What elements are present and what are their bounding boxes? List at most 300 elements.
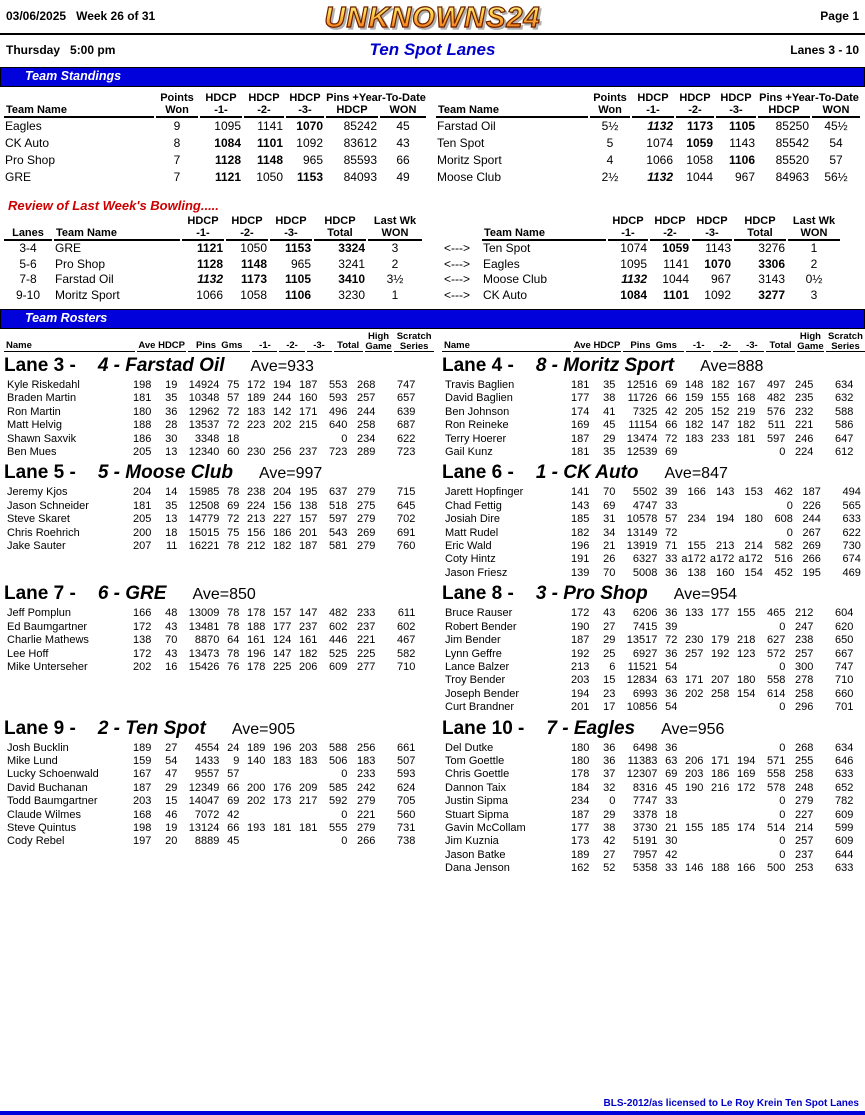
cell: GRE (55, 241, 82, 255)
cell: 494 (842, 486, 861, 499)
cell: 965 (302, 153, 323, 167)
cell: 233 (357, 768, 376, 781)
cell: 462 (774, 486, 793, 499)
cell: 245 (795, 379, 814, 391)
player-row (442, 486, 862, 499)
cell: 160 (299, 392, 318, 405)
cell: 5191 (632, 835, 658, 848)
cell: 157 (273, 607, 292, 620)
cell: 1128 (214, 153, 241, 167)
cell: 37 (603, 768, 616, 781)
cell: 216 (711, 781, 730, 794)
cell: 202 (273, 419, 292, 432)
cell: Joseph Bender (445, 687, 519, 700)
player-row (4, 540, 416, 553)
cell: 226 (802, 499, 821, 512)
cell: 3410 (338, 272, 365, 286)
cell: 3241 (338, 256, 365, 271)
player-row (442, 540, 862, 553)
cell: 11154 (628, 419, 658, 432)
player-row (442, 688, 854, 701)
player-row (4, 648, 416, 661)
team-header (442, 462, 865, 485)
cell: 967 (710, 272, 731, 286)
cell: 1095 (620, 256, 647, 271)
cell: 45 (396, 119, 410, 133)
lane-label: Lane 7 - (4, 583, 76, 605)
roster-table (2, 607, 418, 674)
cell: 1059 (662, 241, 689, 255)
cell: 10578 (626, 513, 658, 526)
player-row (442, 755, 854, 768)
player-row (442, 513, 862, 526)
cell: 203 (571, 674, 590, 687)
table-row (434, 288, 840, 304)
cell: 223 (247, 419, 266, 432)
cell: 221 (795, 419, 814, 432)
cell: 6206 (632, 607, 658, 620)
cell: 269 (357, 526, 376, 539)
cell: Moose Club (483, 272, 548, 286)
team-name-label: 3 - Pro Shop (535, 583, 648, 605)
cell (732, 849, 756, 862)
cell: 1132 (621, 272, 647, 286)
cell: 710 (835, 674, 854, 687)
cell: 181 (299, 821, 318, 834)
cell: 1173 (240, 272, 267, 286)
cell: 186 (133, 432, 152, 445)
cell: Kyle Riskedahl (7, 379, 80, 391)
cell: 965 (290, 256, 311, 271)
cell: 70 (165, 634, 178, 647)
cell (737, 527, 763, 540)
team-name-label: 2 - Ten Spot (97, 717, 206, 739)
cell: 72 (665, 432, 678, 445)
cell: 49 (396, 170, 410, 184)
cell (732, 621, 756, 634)
cell: 4747 (632, 499, 658, 512)
cell: 172 (133, 620, 152, 633)
cell: 27 (603, 848, 616, 861)
cell: 5-6 (19, 256, 37, 271)
cell: 12349 (188, 781, 220, 794)
cell: 289 (357, 446, 376, 459)
cell: 178 (571, 768, 590, 781)
cell: 747 (397, 379, 416, 391)
cell: 183 (273, 754, 292, 767)
cell: 41 (603, 405, 616, 418)
cell: 255 (795, 754, 814, 767)
cell: Tom Goettle (445, 754, 505, 767)
cell: 0 (779, 446, 786, 459)
cell: 54 (829, 136, 843, 150)
cell: 138 (299, 499, 318, 512)
cell: 593 (397, 768, 416, 781)
cell: 181 (737, 432, 756, 445)
cell: 182 (299, 647, 318, 660)
cell: 7957 (632, 848, 658, 861)
cell: 147 (273, 647, 292, 660)
cell: Ten Spot (437, 136, 485, 150)
cell: 13009 (188, 607, 220, 620)
cell: 0 (609, 795, 616, 808)
player-row (442, 701, 854, 714)
cell: 511 (767, 419, 786, 432)
cell: 70 (603, 486, 616, 499)
cell: 54 (165, 754, 178, 767)
cell: 202 (247, 795, 266, 808)
cell: 256 (273, 446, 292, 459)
cell (732, 701, 756, 714)
cell: 166 (737, 862, 756, 875)
cell: 167 (737, 379, 756, 391)
cell: 183 (299, 754, 318, 767)
cell: 1092 (704, 287, 731, 302)
cell: 187 (802, 486, 821, 499)
player-row (4, 433, 416, 446)
cell: 235 (795, 392, 814, 405)
cell: 652 (835, 781, 854, 794)
cell: 171 (711, 754, 730, 767)
cell: CK Auto (5, 136, 50, 150)
cell: 3143 (758, 272, 785, 286)
cell: 66 (227, 821, 240, 834)
cell: 3-4 (19, 241, 37, 255)
cell: 180 (133, 405, 152, 418)
cell: 723 (329, 446, 348, 459)
cell: 13 (165, 513, 178, 526)
cell: 0 (341, 808, 348, 821)
cell: 189 (247, 392, 266, 405)
cell: 196 (247, 647, 266, 660)
cell: 42 (665, 848, 678, 861)
player-row (442, 553, 862, 566)
cell: Lynn Geffre (445, 647, 502, 660)
cell: 1132 (647, 170, 673, 184)
cell: 267 (802, 526, 821, 539)
cell: 217 (299, 795, 318, 808)
cell: 237 (299, 620, 318, 633)
cell: 29 (603, 432, 616, 445)
cell: 69 (665, 446, 678, 459)
cell: 9 (233, 754, 240, 767)
lane-label: Lane 9 - (4, 717, 76, 739)
team-roster-lane-7 (2, 580, 436, 674)
lane-label: Lane 5 - (4, 462, 76, 484)
cell: 620 (835, 620, 854, 633)
sub-header (0, 35, 865, 61)
cell: Jim Bender (445, 634, 501, 647)
cell: 63 (665, 674, 678, 687)
cell: 43 (165, 647, 178, 660)
cell: 166 (133, 607, 152, 620)
cell: Claude Wilmes (7, 808, 81, 821)
player-row (442, 607, 854, 620)
cell: 639 (397, 405, 416, 418)
cell: 85542 (775, 136, 809, 150)
cell: 723 (397, 446, 416, 459)
cell: 576 (767, 405, 786, 418)
cell: 242 (357, 781, 376, 794)
cell: 258 (357, 419, 376, 432)
cell: 633 (835, 862, 854, 875)
cell: 582 (397, 647, 416, 660)
cell: 11726 (627, 392, 658, 405)
cell: 578 (767, 781, 786, 794)
cell: 48 (165, 607, 178, 620)
cell: Chad Fettig (445, 499, 502, 512)
cell: 705 (397, 795, 416, 808)
cell: 710 (397, 660, 416, 673)
player-row (4, 406, 416, 419)
cell: 3277 (758, 287, 785, 302)
cell: Troy Bender (445, 674, 506, 687)
cell: 660 (835, 687, 854, 700)
cell: 172 (247, 379, 266, 391)
cell: 84963 (775, 170, 809, 184)
cell: 39 (665, 620, 678, 633)
cell: 38 (603, 392, 616, 405)
lane-label: Lane 3 - (4, 355, 76, 376)
cell: 581 (329, 540, 348, 553)
cell: 188 (711, 862, 730, 875)
cell: 174 (737, 821, 756, 834)
team-average-label: Ave=850 (192, 586, 256, 604)
table-row (4, 272, 422, 288)
cell: 0 (779, 660, 786, 673)
cell: 13537 (188, 419, 220, 432)
cell: 63 (665, 754, 678, 767)
cell: 701 (835, 701, 854, 714)
player-row (442, 862, 854, 875)
cell: 183 (685, 432, 704, 445)
cell: 69 (603, 499, 616, 512)
cell: 141 (571, 486, 590, 499)
cell: Mike Lund (7, 754, 58, 767)
cell: Jason Batke (445, 848, 506, 861)
cell: 296 (795, 701, 814, 714)
cell: Eagles (5, 119, 42, 133)
standings-right-rows (436, 118, 860, 186)
cell: 10348 (188, 392, 220, 405)
cell: 3 (391, 241, 399, 255)
team-roster-lane-5 (2, 459, 436, 553)
cell: 181 (133, 392, 152, 405)
cell: 187 (571, 432, 590, 445)
cell: 78 (227, 540, 240, 553)
section-bar-team-standings: Team Standings (0, 67, 865, 87)
cell: 21 (603, 540, 616, 553)
cell: 72 (227, 513, 240, 526)
player-row (4, 500, 416, 513)
cell: Ben Mues (7, 446, 57, 459)
cell: 66 (227, 781, 240, 794)
cell (680, 809, 704, 822)
cell: 190 (571, 620, 590, 633)
cell: 173 (571, 835, 590, 848)
cell: 181 (133, 499, 152, 512)
cell: 667 (835, 647, 854, 660)
cell: 1106 (284, 287, 311, 302)
team-header (4, 462, 436, 485)
cell: 15015 (188, 526, 220, 539)
cell: 205 (685, 405, 704, 418)
team-header (4, 355, 436, 378)
cell: 78 (227, 647, 240, 660)
cell: 279 (357, 795, 376, 808)
team-header (442, 718, 865, 741)
cell: 176 (273, 781, 292, 794)
cell: 244 (273, 392, 292, 405)
cell: 560 (397, 808, 416, 821)
team-name-label: 1 - CK Auto (535, 462, 639, 484)
cell: 747 (835, 660, 854, 673)
player-row (442, 500, 862, 513)
cell: 1044 (686, 170, 713, 184)
cell: 27 (165, 741, 178, 754)
cell: 234 (571, 795, 590, 808)
cell (680, 621, 704, 634)
cell: 159 (685, 392, 704, 405)
cell: 1105 (284, 272, 311, 286)
cell: 1058 (240, 287, 267, 302)
cell: 225 (273, 660, 292, 673)
cell: 36 (665, 647, 678, 660)
cell: 42 (665, 405, 678, 418)
cell: 195 (299, 486, 318, 499)
cell: 7325 (632, 405, 658, 418)
player-row (4, 768, 416, 781)
cell: 234 (687, 513, 706, 526)
cell: 185 (711, 821, 730, 834)
cell: 597 (767, 432, 786, 445)
team-average-label: Ave=954 (673, 586, 738, 604)
cell: 1084 (214, 136, 241, 150)
cell: 194 (715, 513, 735, 526)
cell (680, 742, 704, 755)
cell: 597 (329, 513, 348, 526)
cell: 269 (802, 540, 821, 553)
cell: 83612 (343, 136, 377, 150)
cell (732, 661, 756, 674)
cell: 171 (685, 674, 704, 687)
cell: 592 (329, 795, 348, 808)
cell (680, 661, 704, 674)
standings-table-right: Points HDCP HDCP HDCP Pins +Year-To-Date Team Name Won -1- -2- -3- HDCP WON Farstad Oil 5½ 1132 1173 1105 85250 45½ Ten Spot 5 1074 1059 1143 85542 54 Moritz Sport 4 1066 1058 1106 85520 57 Moose Club 2½ 1132 1044 967 84963 56½ (437, 92, 859, 184)
table-row (434, 241, 840, 257)
cell: 7072 (194, 808, 220, 821)
player-row (442, 446, 854, 459)
cell: 36 (665, 566, 678, 579)
cell: 6327 (632, 553, 658, 566)
roster-table (440, 742, 856, 876)
cell: 507 (397, 754, 416, 767)
cell (732, 809, 756, 822)
cell: 155 (687, 540, 706, 553)
team-header (442, 355, 865, 378)
cell: 8889 (194, 835, 220, 848)
cell: <---> (443, 256, 470, 271)
cell: 632 (835, 392, 854, 405)
cell: 593 (329, 392, 348, 405)
cell: 3324 (338, 241, 365, 255)
cell: 196 (571, 540, 590, 553)
cell: 258 (795, 768, 814, 781)
cell: 21 (665, 821, 678, 834)
player-row (4, 419, 416, 432)
player-row (442, 433, 854, 446)
table-row (4, 288, 422, 304)
cell: 8 (173, 136, 181, 150)
cell: 588 (835, 405, 854, 418)
player-row (442, 406, 854, 419)
cell: 29 (603, 634, 616, 647)
cell: 3½ (386, 272, 404, 286)
cell: 571 (767, 754, 786, 767)
cell (268, 433, 292, 446)
cell: 1074 (646, 136, 673, 150)
cell: 200 (247, 781, 266, 794)
cell (294, 433, 318, 446)
cell (680, 701, 704, 714)
player-row (442, 419, 854, 432)
cell: Del Dutke (445, 741, 494, 754)
cell: 1101 (256, 136, 283, 150)
cell: 30 (665, 835, 678, 848)
cell: 198 (133, 821, 152, 834)
cell (294, 809, 318, 822)
cell: 525 (329, 647, 348, 660)
cell: 18 (165, 526, 178, 539)
cell: 225 (357, 647, 376, 660)
cell: 183 (247, 405, 266, 418)
player-row (4, 621, 416, 634)
cell: 518 (329, 499, 348, 512)
cell: Ron Reineke (445, 419, 509, 432)
date-label: 03/06/2025 (6, 9, 67, 23)
cell: 206 (685, 754, 704, 767)
cell: Lee Hoff (7, 647, 49, 660)
cell: Jarett Hopfinger (445, 486, 524, 499)
cell: 0 (341, 432, 348, 445)
cell: 45 (665, 781, 678, 794)
cell: 604 (835, 607, 854, 620)
cell: 516 (774, 553, 793, 566)
team-average-label: Ave=905 (231, 720, 296, 738)
cell: 7-8 (19, 272, 37, 286)
cell: 230 (685, 634, 704, 647)
cell: 72 (227, 405, 240, 418)
cell: 201 (571, 701, 590, 714)
cell (242, 835, 266, 848)
cell: 188 (247, 620, 266, 633)
roster-table (2, 379, 418, 459)
cell: <---> (443, 241, 470, 255)
cell: 0 (779, 620, 786, 633)
cell: 187 (299, 540, 318, 553)
cell: 168 (133, 808, 152, 821)
cell: 203 (685, 768, 704, 781)
cell: 28 (165, 419, 178, 432)
cell: 657 (397, 392, 416, 405)
cell: 5358 (632, 862, 658, 875)
cell: 47 (165, 768, 178, 781)
cell: 143 (715, 486, 735, 499)
cell: 4 (606, 153, 614, 167)
cell: 3230 (338, 287, 365, 302)
cell (706, 661, 730, 674)
cell: Chris Goettle (445, 768, 510, 781)
